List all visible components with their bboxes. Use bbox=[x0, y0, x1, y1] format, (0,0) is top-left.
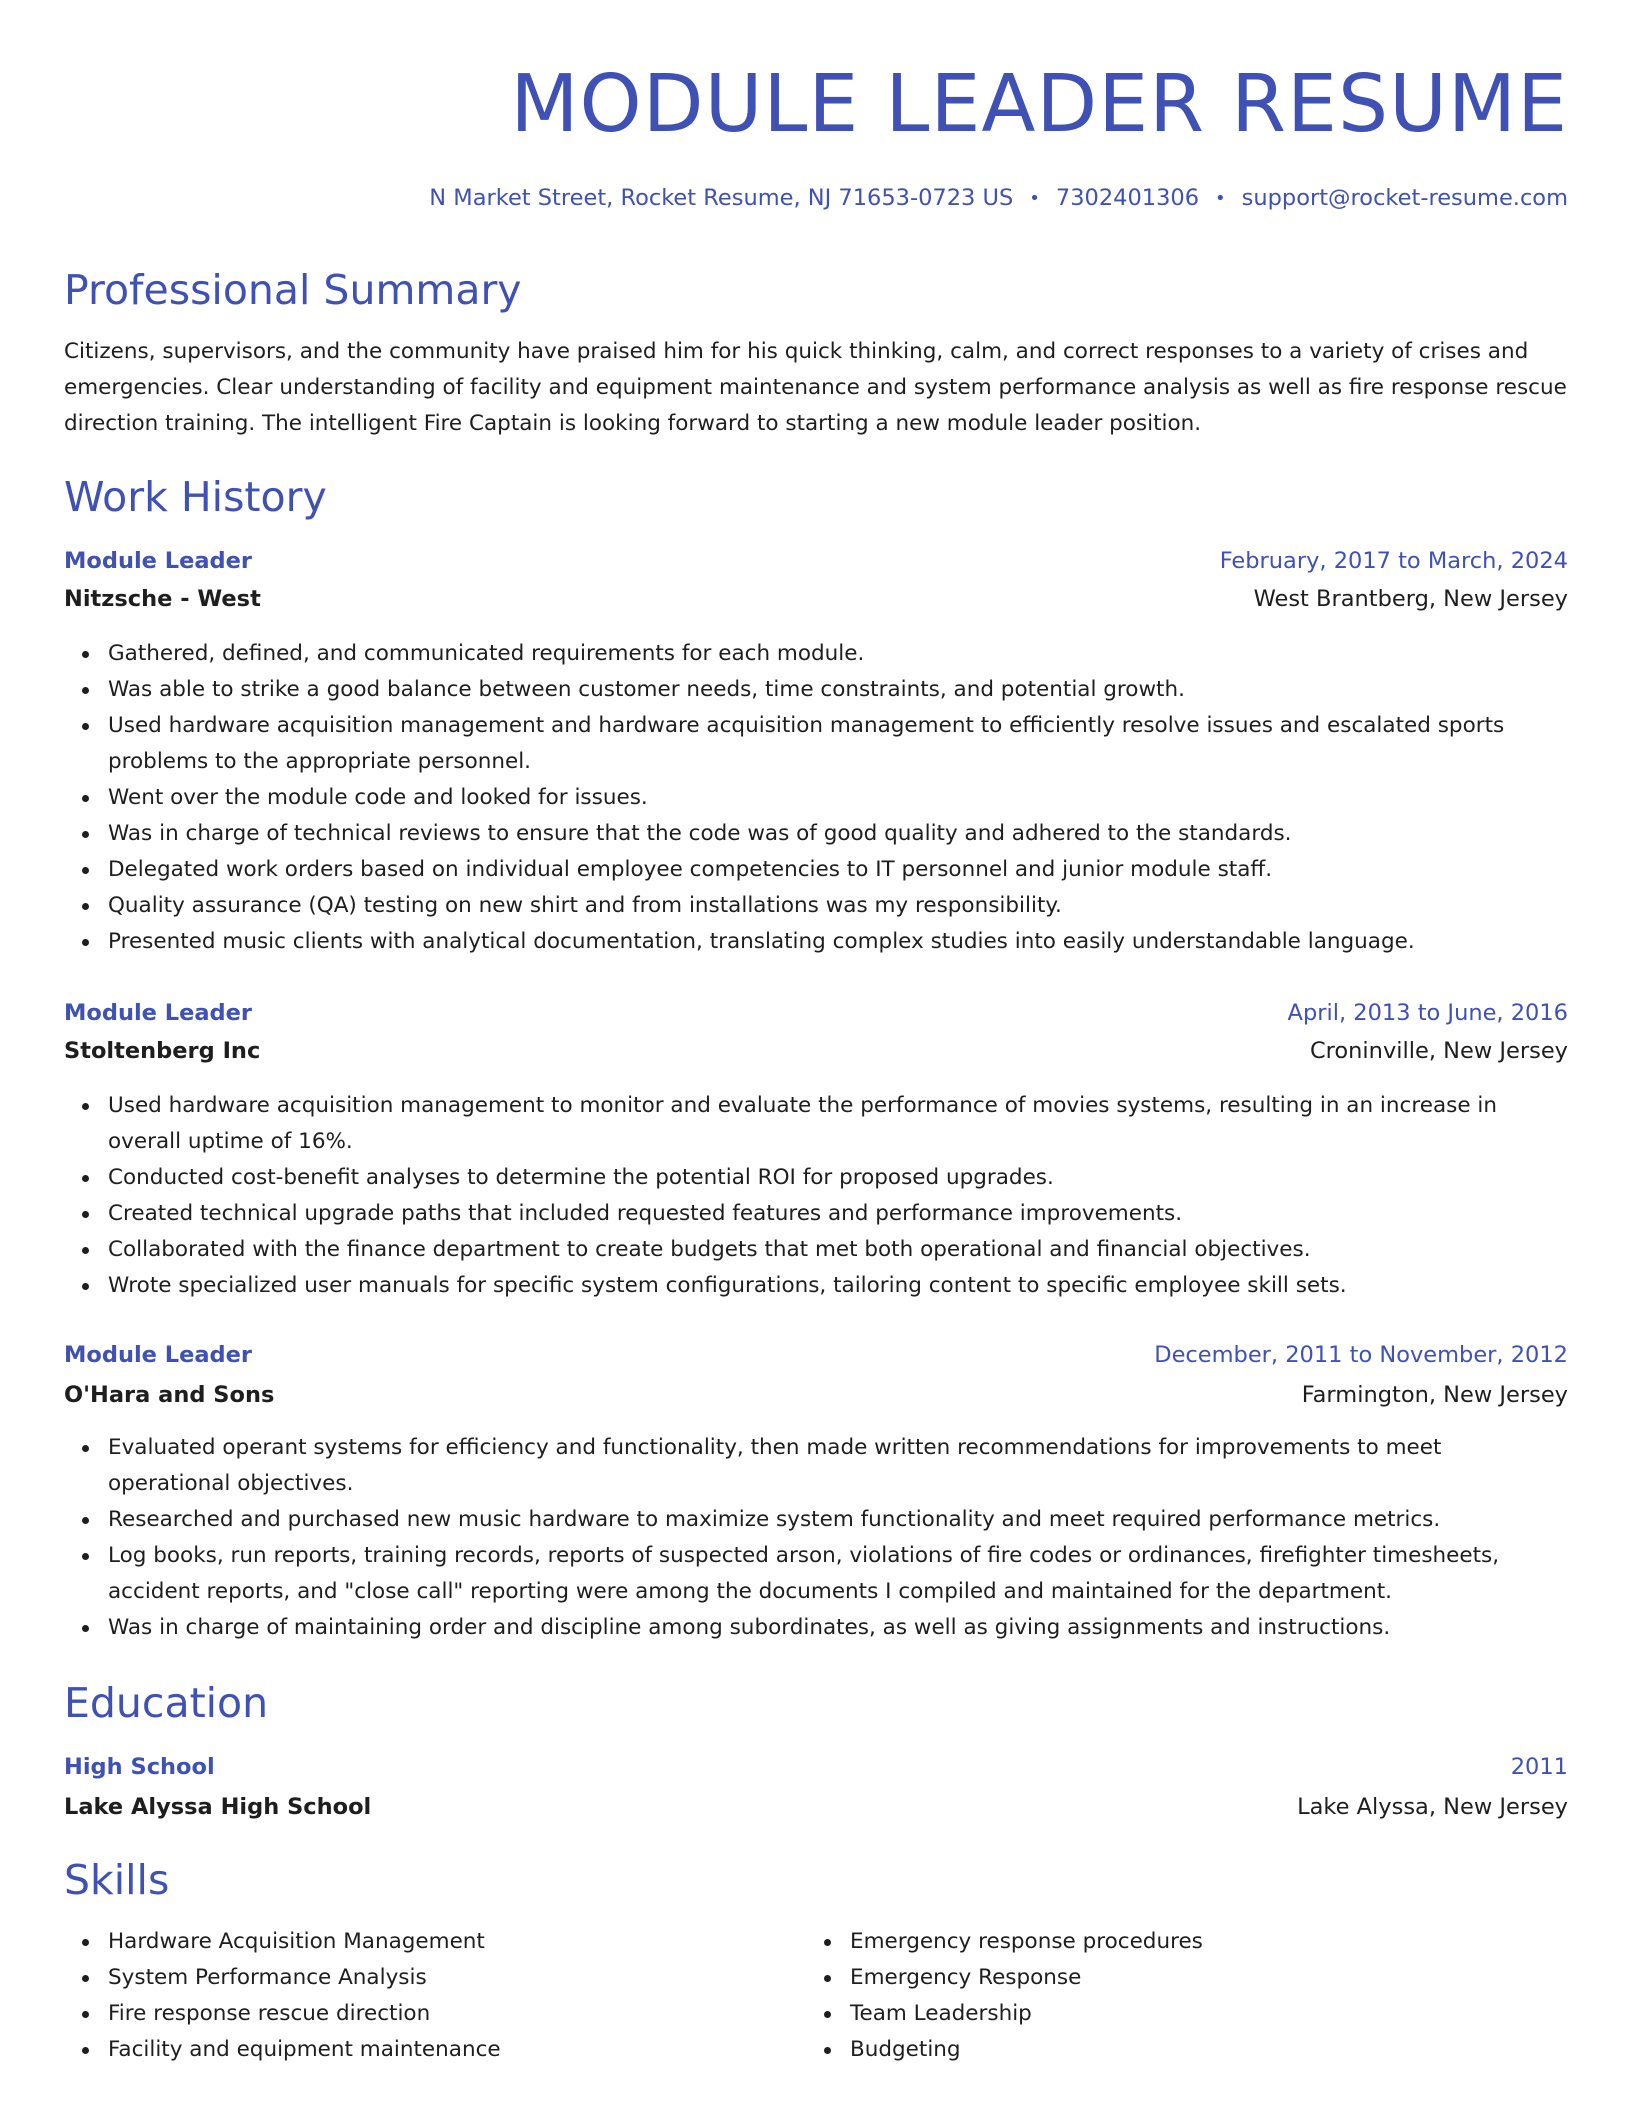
list-item: Was able to strike a good balance between customer needs, time constraints, and potential growth. bbox=[108, 672, 1568, 708]
job-location: Croninville, New Jersey bbox=[1309, 1038, 1568, 1064]
job-location: Farmington, New Jersey bbox=[1301, 1382, 1568, 1408]
list-item: Presented music clients with analytical documentation, translating complex studies into easily understandable language. bbox=[108, 924, 1568, 960]
section-heading-education: Education bbox=[64, 1679, 269, 1727]
skill-item: Team Leadership bbox=[850, 1996, 1506, 2032]
job-header bbox=[64, 994, 1568, 1032]
contact-email[interactable]: support@rocket-resume.com bbox=[1241, 185, 1568, 211]
skill-item: Budgeting bbox=[850, 2032, 1506, 2068]
job-title: Module Leader bbox=[64, 548, 253, 574]
resume-title: MODULE LEADER RESUME bbox=[510, 58, 1568, 150]
list-item: Log books, run reports, training records, reports of suspected arson, violations of fire codes or ordinances, firefighter timesheets, accident reports, and "close call" reporting were among the documents I compiled and maintained for the department. bbox=[108, 1538, 1568, 1610]
contact-separator: • bbox=[1215, 187, 1226, 209]
job-dates: February, 2017 to March, 2024 bbox=[1219, 548, 1568, 574]
skills-list-left bbox=[64, 1924, 764, 2068]
job-dates: April, 2013 to June, 2016 bbox=[1287, 1000, 1568, 1026]
job-header bbox=[64, 542, 1568, 580]
job-location: West Brantberg, New Jersey bbox=[1253, 586, 1568, 612]
education-header bbox=[64, 1748, 1568, 1786]
list-item: Created technical upgrade paths that included requested features and performance improvements. bbox=[108, 1196, 1568, 1232]
skill-item: Facility and equipment maintenance bbox=[108, 2032, 764, 2068]
list-item: Wrote specialized user manuals for specific system configurations, tailoring content to specific employee skill sets. bbox=[108, 1268, 1568, 1304]
job-company: O'Hara and Sons bbox=[64, 1382, 275, 1408]
job-employer-row bbox=[64, 580, 1568, 618]
section-heading-work-history: Work History bbox=[64, 473, 327, 521]
education-school: Lake Alyssa High School bbox=[64, 1794, 372, 1820]
job-company: Nitzsche - West bbox=[64, 586, 261, 612]
contact-separator: • bbox=[1029, 187, 1040, 209]
job-header bbox=[64, 1336, 1568, 1374]
education-year: 2011 bbox=[1510, 1754, 1568, 1780]
list-item: Used hardware acquisition management to monitor and evaluate the performance of movies systems, resulting in an increase in overall uptime of 16%. bbox=[108, 1088, 1568, 1160]
contact-phone: 7302401306 bbox=[1055, 185, 1200, 211]
list-item: Collaborated with the finance department to create budgets that met both operational and financial objectives. bbox=[108, 1232, 1568, 1268]
list-item: Was in charge of technical reviews to ensure that the code was of good quality and adhered to the standards. bbox=[108, 816, 1568, 852]
contact-address: N Market Street, Rocket Resume, NJ 71653-0723 US bbox=[429, 185, 1014, 211]
education-location: Lake Alyssa, New Jersey bbox=[1297, 1794, 1568, 1820]
list-item: Researched and purchased new music hardware to maximize system functionality and meet required performance metrics. bbox=[108, 1502, 1568, 1538]
job-employer-row bbox=[64, 1376, 1568, 1414]
section-heading-skills: Skills bbox=[64, 1856, 170, 1904]
list-item: Gathered, defined, and communicated requirements for each module. bbox=[108, 636, 1568, 672]
job-employer-row bbox=[64, 1032, 1568, 1070]
summary-text: Citizens, supervisors, and the community have praised him for his quick thinking, calm, and correct responses to a variety of crises and emergencies. Clear understanding of facility and equipment maintenance and system performance analysis as well as fire response rescue direction training. The intelligent Fire Captain is looking forward to starting a new module leader position. bbox=[64, 339, 1567, 436]
skill-item: System Performance Analysis bbox=[108, 1960, 764, 1996]
skills-list-right bbox=[806, 1924, 1506, 2068]
job-company: Stoltenberg Inc bbox=[64, 1038, 261, 1064]
job-bullets bbox=[64, 636, 1568, 960]
job-title: Module Leader bbox=[64, 1342, 253, 1368]
skill-item: Hardware Acquisition Management bbox=[108, 1924, 764, 1960]
list-item: Conducted cost-benefit analyses to determine the potential ROI for proposed upgrades. bbox=[108, 1160, 1568, 1196]
contact-line bbox=[429, 179, 1568, 218]
job-bullets bbox=[64, 1430, 1568, 1646]
list-item: Delegated work orders based on individual employee competencies to IT personnel and junior module staff. bbox=[108, 852, 1568, 888]
skill-item: Emergency Response bbox=[850, 1960, 1506, 1996]
job-dates: December, 2011 to November, 2012 bbox=[1154, 1342, 1568, 1368]
education-school-row bbox=[64, 1788, 1568, 1826]
list-item: Evaluated operant systems for efficiency and functionality, then made written recommendations for improvements to meet operational objectives. bbox=[108, 1430, 1568, 1502]
list-item: Quality assurance (QA) testing on new shirt and from installations was my responsibility. bbox=[108, 888, 1568, 924]
list-item: Went over the module code and looked for issues. bbox=[108, 780, 1568, 816]
section-heading-summary: Professional Summary bbox=[64, 266, 522, 314]
list-item: Used hardware acquisition management and hardware acquisition management to efficiently resolve issues and escalated sports problems to the appropriate personnel. bbox=[108, 708, 1568, 780]
skill-item: Emergency response procedures bbox=[850, 1924, 1506, 1960]
job-bullets bbox=[64, 1088, 1568, 1304]
job-title: Module Leader bbox=[64, 1000, 253, 1026]
list-item: Was in charge of maintaining order and discipline among subordinates, as well as giving assignments and instructions. bbox=[108, 1610, 1568, 1646]
skill-item: Fire response rescue direction bbox=[108, 1996, 764, 2032]
education-degree: High School bbox=[64, 1754, 215, 1780]
